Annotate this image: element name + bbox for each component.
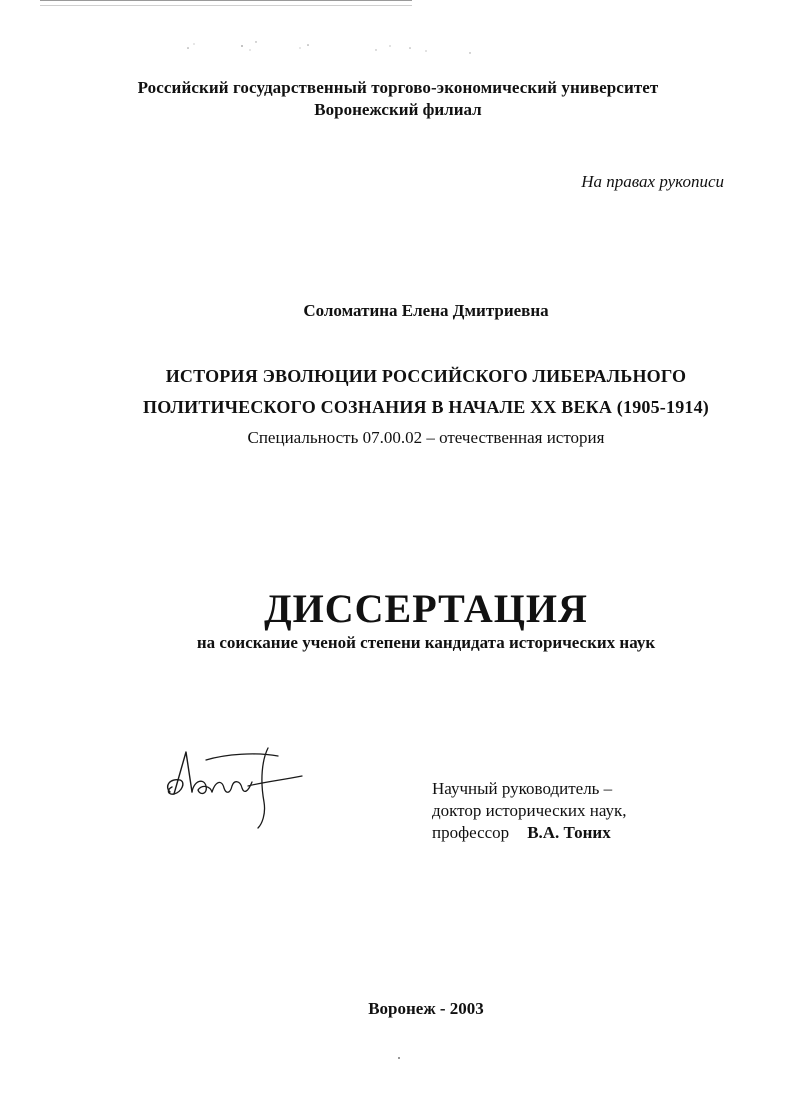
advisor-degree: доктор исторических наук, bbox=[432, 801, 627, 820]
branch-name: Воронежский филиал bbox=[314, 100, 482, 119]
specialty: Специальность 07.00.02 – отечественная история bbox=[247, 428, 605, 447]
place-and-year: Воронеж - 2003 bbox=[368, 999, 484, 1018]
degree-line: на соискание ученой степени кандидата исторических наук bbox=[196, 633, 656, 652]
scan-edge-line bbox=[40, 0, 412, 6]
rights-note: На правах рукописи bbox=[581, 172, 724, 191]
institution-name: Российский государственный торгово-экономический университет bbox=[137, 78, 659, 97]
title-line-1: ИСТОРИЯ ЭВОЛЮЦИИ РОССИЙСКОГО ЛИБЕРАЛЬНОГО bbox=[165, 366, 687, 386]
handwritten-signature bbox=[156, 740, 306, 830]
advisor-position: профессор bbox=[432, 823, 510, 842]
advisor-name: В.А. Тоних bbox=[527, 823, 611, 842]
title-line-2: ПОЛИТИЧЕСКОГО СОЗНАНИЯ В НАЧАЛЕ XX ВЕКА (1905-1914) bbox=[143, 397, 709, 417]
advisor-role: Научный руководитель – bbox=[432, 779, 613, 798]
scan-dot bbox=[398, 1057, 400, 1059]
scan-noise bbox=[180, 36, 490, 60]
advisor-block bbox=[432, 778, 627, 844]
advisor-position-line bbox=[432, 822, 627, 844]
author-name: Соломатина Елена Дмитриевна bbox=[303, 301, 549, 320]
document-type-heading: ДИССЕРТАЦИЯ bbox=[264, 586, 588, 631]
